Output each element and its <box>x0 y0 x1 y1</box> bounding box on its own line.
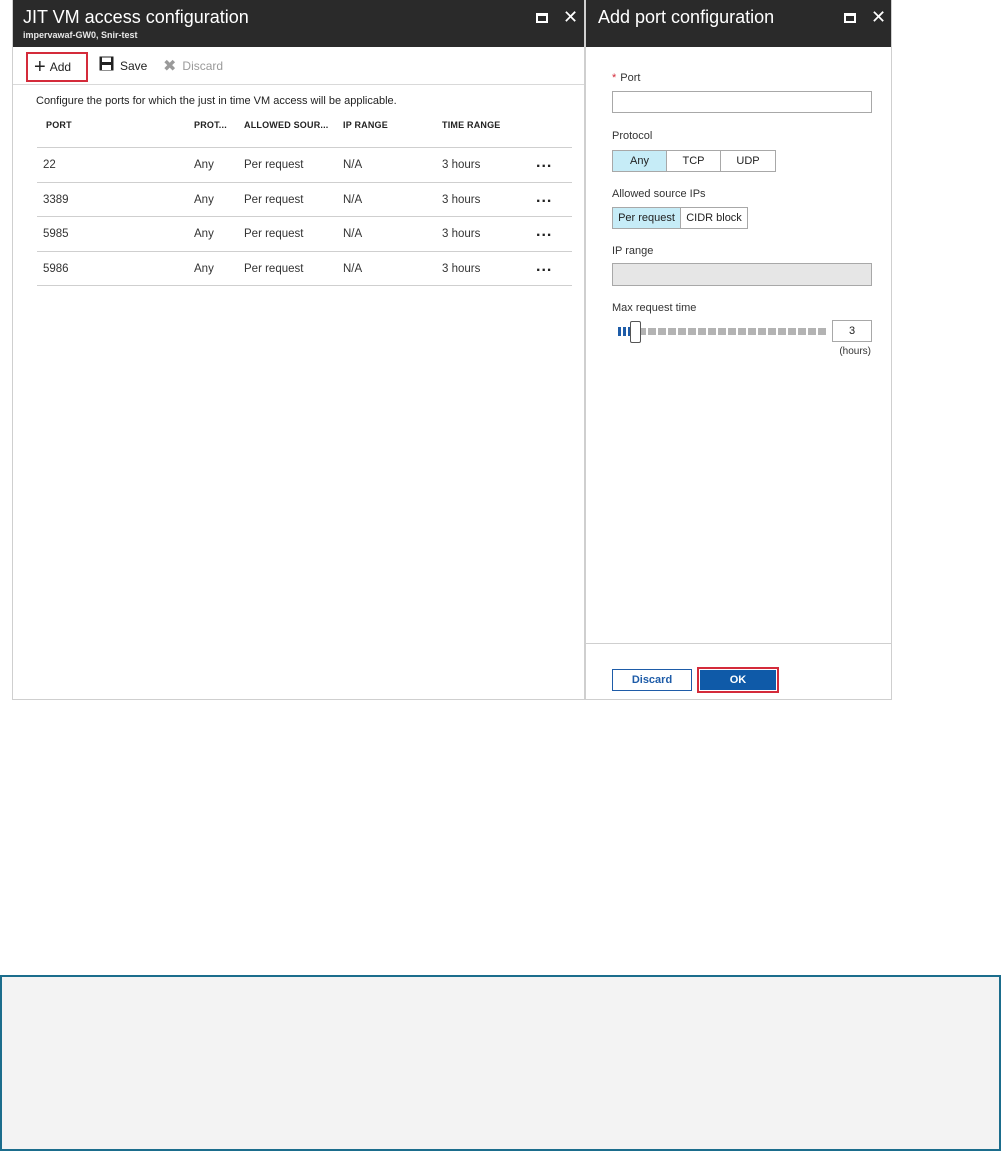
cell-protocol: Any <box>194 159 214 171</box>
cell-time-range: 3 hours <box>442 193 481 206</box>
plus-icon: + <box>34 56 46 78</box>
column-header-port[interactable]: PORT <box>46 120 72 130</box>
column-header-time-range[interactable]: TIME RANGE <box>442 120 501 130</box>
cell-allowed-source: Per request <box>244 228 304 240</box>
protocol-option-any[interactable]: Any <box>613 151 667 171</box>
jit-config-blade <box>12 0 585 700</box>
ip-range-input <box>612 263 872 286</box>
max-time-slider-handle[interactable] <box>630 321 641 343</box>
command-bar <box>13 47 584 85</box>
table-row[interactable] <box>37 252 572 287</box>
save-button[interactable] <box>99 47 147 85</box>
max-time-label: Max request time <box>612 302 697 314</box>
ok-button[interactable] <box>697 667 779 693</box>
cell-ip-range: N/A <box>343 262 363 275</box>
table-row[interactable] <box>37 217 572 252</box>
cell-ip-range: N/A <box>343 159 363 171</box>
column-header-allowed-source[interactable]: ALLOWED SOUR... <box>244 120 329 130</box>
protocol-option-udp[interactable]: UDP <box>721 151 775 171</box>
cell-ip-range: N/A <box>343 193 363 206</box>
source-option-cidr-block[interactable]: CIDR block <box>681 208 747 228</box>
ip-range-label: IP range <box>612 245 654 257</box>
save-label: Save <box>120 59 148 73</box>
cell-port: 5986 <box>43 262 69 275</box>
cell-allowed-source: Per request <box>244 159 304 171</box>
source-option-per-request[interactable]: Per request <box>613 208 681 228</box>
add-port-blade <box>585 0 892 700</box>
max-time-value[interactable]: 3 <box>832 320 872 342</box>
maximize-icon[interactable] <box>844 13 856 23</box>
more-options-icon[interactable]: ... <box>536 257 553 275</box>
table-row[interactable] <box>37 148 572 183</box>
maximize-icon[interactable] <box>536 13 548 23</box>
cell-protocol: Any <box>194 262 214 275</box>
note-box <box>0 975 1001 1151</box>
close-icon[interactable]: ✕ <box>871 7 887 27</box>
footer-divider <box>586 643 891 644</box>
blade-title: JIT VM access configuration <box>23 7 249 27</box>
more-options-icon[interactable]: ... <box>536 188 553 206</box>
cell-time-range: 3 hours <box>442 159 481 171</box>
cell-port: 22 <box>43 159 56 171</box>
max-time-slider-fill <box>618 327 630 336</box>
cell-port: 3389 <box>43 193 69 206</box>
table-body <box>37 147 572 286</box>
cell-allowed-source: Per request <box>244 262 304 275</box>
port-label <box>612 72 640 84</box>
source-ips-selector <box>612 207 748 229</box>
discard-toolbar-button[interactable] <box>163 47 223 85</box>
cell-allowed-source: Per request <box>244 193 304 206</box>
cell-protocol: Any <box>194 228 214 240</box>
discard-label: Discard <box>182 59 224 73</box>
cell-time-range: 3 hours <box>442 228 481 240</box>
more-options-icon[interactable]: ... <box>536 154 553 171</box>
protocol-option-tcp[interactable]: TCP <box>667 151 721 171</box>
table-row[interactable] <box>37 183 572 218</box>
port-label-text: Port <box>620 72 641 84</box>
required-marker: * <box>612 72 617 84</box>
discard-button[interactable]: Discard <box>612 669 692 691</box>
cell-time-range: 3 hours <box>442 262 481 275</box>
blade-header <box>586 0 891 47</box>
cell-protocol: Any <box>194 193 214 206</box>
blade-title: Add port configuration <box>598 7 775 27</box>
max-time-unit: (hours) <box>839 346 871 357</box>
add-label: Add <box>49 60 72 74</box>
save-icon <box>99 56 114 76</box>
max-time-slider-track[interactable] <box>618 328 828 335</box>
column-header-ip-range[interactable]: IP RANGE <box>343 120 388 130</box>
close-icon[interactable]: ✕ <box>563 7 579 27</box>
source-ips-label: Allowed source IPs <box>612 188 706 200</box>
ok-button-label: OK <box>700 670 776 690</box>
column-header-protocol[interactable]: PROT... <box>194 120 227 130</box>
port-input[interactable] <box>612 91 872 113</box>
add-button[interactable] <box>26 52 88 82</box>
cell-port: 5985 <box>43 228 69 240</box>
blade-subtitle: impervawaf-GW0, Snir-test <box>23 30 138 40</box>
more-options-icon[interactable]: ... <box>536 223 553 240</box>
description-text: Configure the ports for which the just in time VM access will be applicable. <box>36 95 397 107</box>
cell-ip-range: N/A <box>343 228 363 240</box>
blade-header <box>13 0 584 47</box>
discard-icon: ✖ <box>163 58 177 75</box>
protocol-label: Protocol <box>612 130 653 142</box>
protocol-selector <box>612 150 776 172</box>
